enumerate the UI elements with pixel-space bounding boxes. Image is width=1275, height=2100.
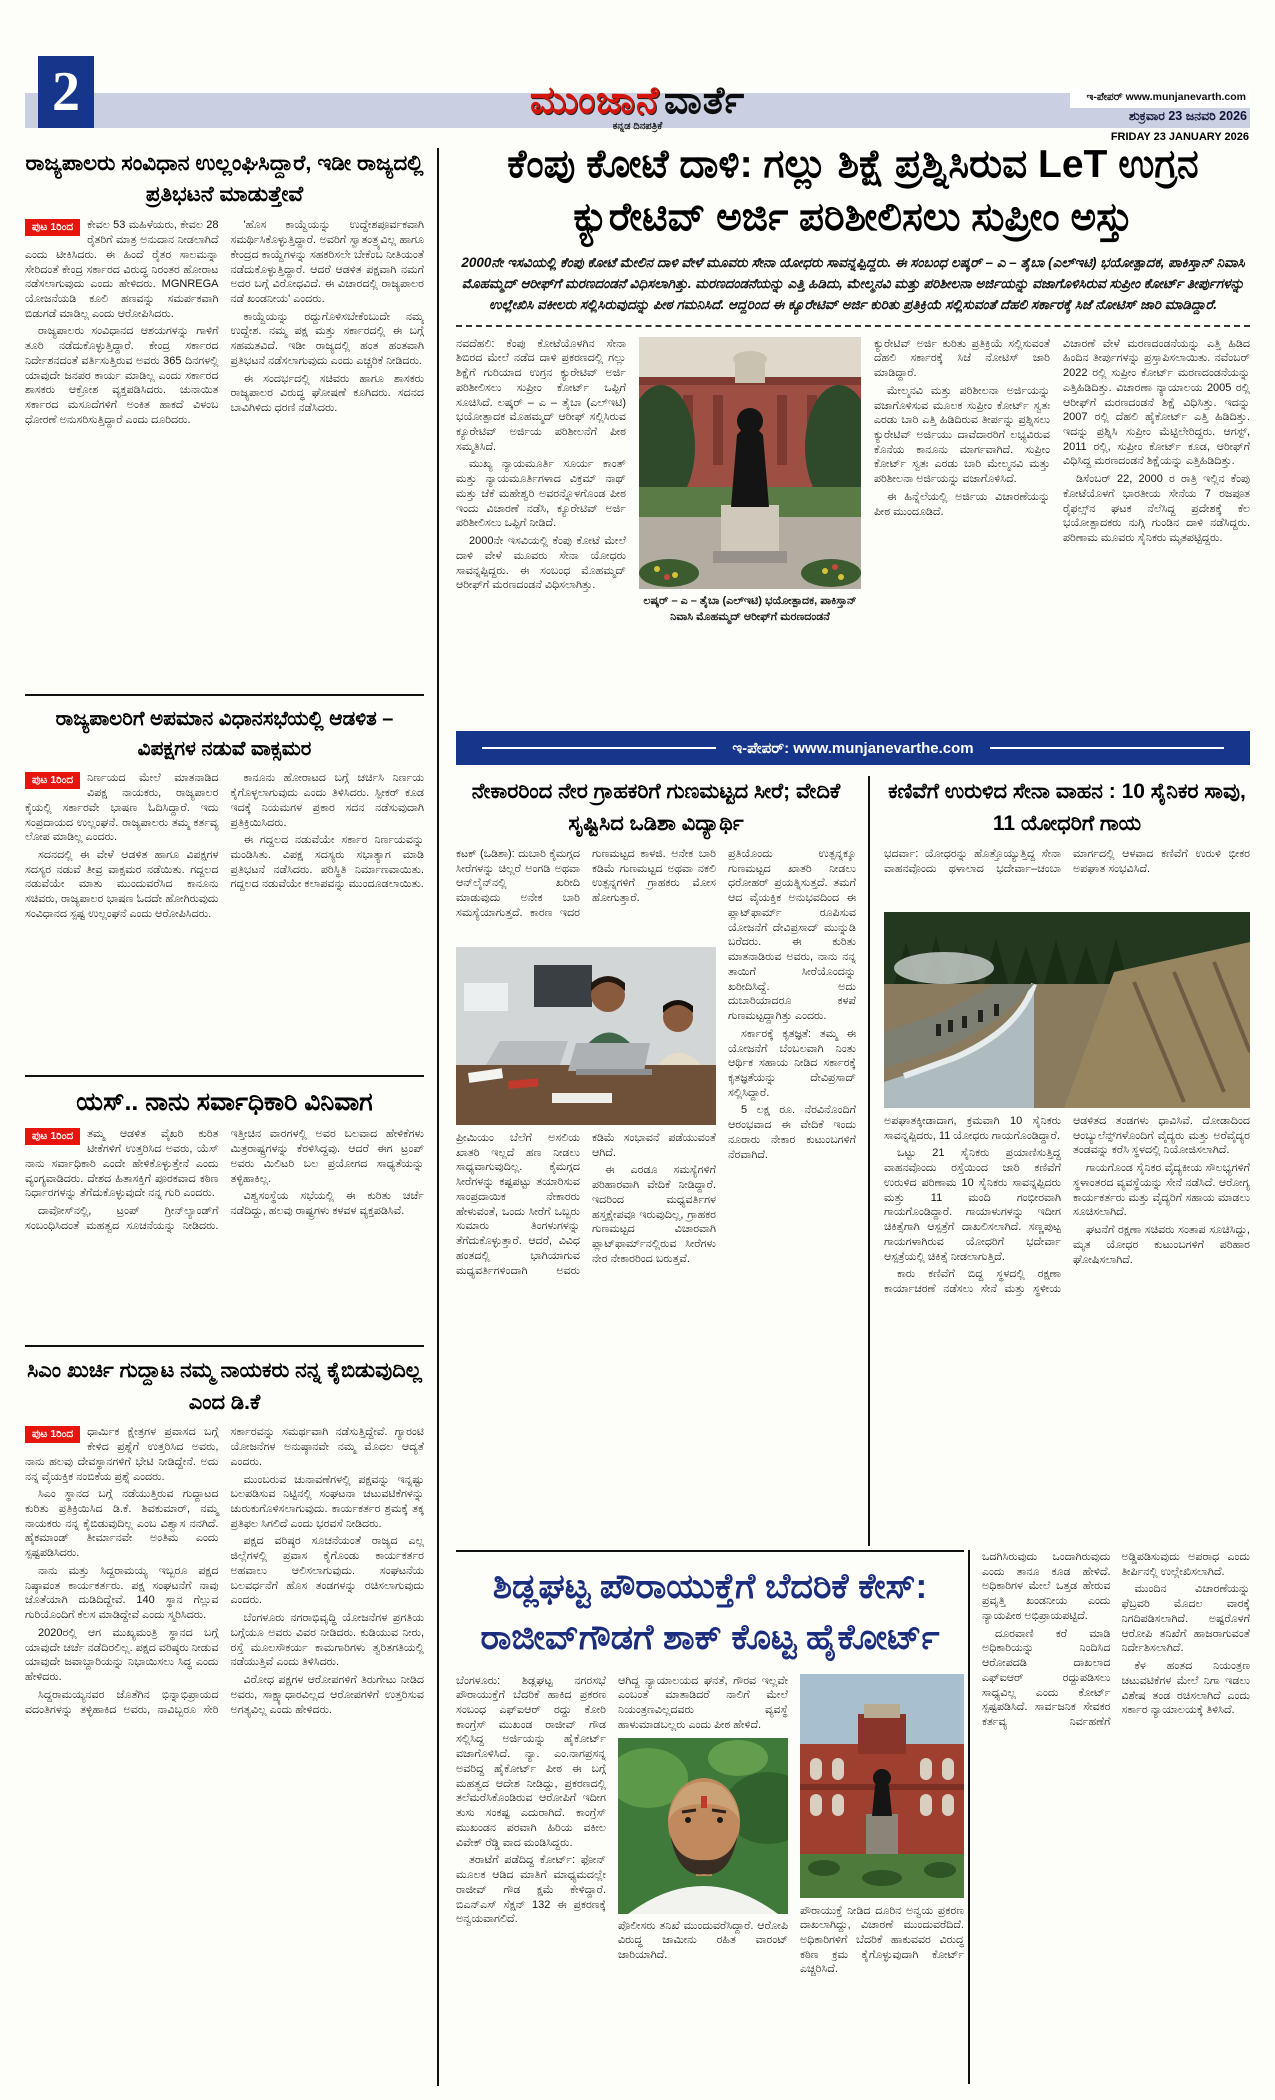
article-body: ಪುಟ 1ರಿಂದ ಕೇವಲ 53 ಮಹಿಳೆಯರು, ಕೇವಲ 28 ರೈತರಿಗೆ ಮಾತ್ರ ಅನುದಾನ ನೀಡಲಾಗಿದೆ ಎಂದು ಟೀಕಿಸಿದರು. ಈ ಹಿಂದೆ ರೈತರ ಸಾಲಮನ್ನಾ ಸೇರಿದಂತೆ ಕೇಂದ್ರ ಸರ್ಕಾರದ ವಿರುದ್ಧ ನಿರಂತರ ಹೋರಾಟ ನಡೆಸಲಾಗುವುದು ಎಂದು ಹೇಳಿದರು. MGNREGA ಯೋಜನೆಯಡಿ ಕೂಲಿ ಹಣವನ್ನು ಸಮರ್ಪಕವಾಗಿ ಬಿಡುಗಡೆ ಮಾಡಿಲ್ಲ ಎಂದು ಆರೋಪಿಸಿದರು. ರಾಜ್ಯಪಾಲರು ಸಂವಿಧಾನದ ಆಶಯಗಳನ್ನು ಗಾಳಿಗೆ ತೂರಿ ನಡೆದುಕೊಳ್ಳುತ್ತಿದ್ದಾರೆ. ಕೇಂದ್ರ ಸರ್ಕಾರದ ನಿರ್ದೇಶನದಂತೆ ವರ್ತಿಸುತ್ತಿರುವ ಅವರು 365 ದಿನಗಳಲ್ಲಿ ಯಾವುದೇ ಜನಪರ ಕಾರ್ಯ ಮಾಡಿಲ್ಲ ಎಂದು ಸರ್ಕಾರದ ಶಾಸಕರು ಆಕ್ರೋಶ ವ್ಯಕ್ತಪಡಿಸಿದರು. ಚುನಾಯಿತ ಸರ್ಕಾರದ ಮಸೂದೆಗಳಿಗೆ ಅಂಕಿತ ಹಾಕದೆ ವಿಳಂಬ ಧೋರಣೆ ಅನುಸರಿಸುತ್ತಿದ್ದಾರೆ ಎಂದು ದೂರಿದರು. 'ಹೊಸ ಕಾಯ್ದೆಯನ್ನು ಉದ್ದೇಶಪೂರ್ವಕವಾಗಿ ಸಮರ್ಥಿಸಿಕೊಳ್ಳುತ್ತಿದ್ದಾರೆ. ಅವರಿಗೆ ಸ್ವಾತಂತ್ರ್ಯವಿಲ್ಲ ಹಾಗೂ ಕೇಂದ್ರದ ಕಾಯ್ದೆಗಳನ್ನು ಸಹಕರಿಸಲೇ ಬೇಕೆಂಬ ನೀತಿಯಂತೆ ನಡೆದುಕೊಳ್ಳುತ್ತಿದ್ದಾರೆ. ಆದರೆ ಆಡಳಿತ ಪಕ್ಷವಾಗಿ ನಮಗೆ ಅದರ ಬಗ್ಗೆ ವಿರೋಧವಿದೆ. ಈ ವಿಚಾರದಲ್ಲಿ ರಾಜ್ಯಪಾಲರ ನಡೆ ಖಂಡನೀಯ' ಎಂದರು. ಕಾಯ್ದೆಯನ್ನು ರದ್ದುಗೊಳಿಸಬೇಕೆಂಬುದೇ ನಮ್ಮ ಉದ್ದೇಶ. ನಮ್ಮ ಪಕ್ಷ ಮತ್ತು ಸರ್ಕಾರದಲ್ಲಿ ಈ ಬಗ್ಗೆ ಸಹಮತವಿದೆ. ಇಡೀ ರಾಜ್ಯದಲ್ಲಿ ಹಂತ ಹಂತವಾಗಿ ಪ್ರತಿಭಟನೆ ನಡೆಸಲಾಗುವುದು ಎಂದು ಎಚ್ಚರಿಕೆ ನೀಡಿದರು. ಈ ಸಂದರ್ಭದಲ್ಲಿ ಸಚಿವರು ಹಾಗೂ ಶಾಸಕರು ರಾಜ್ಯಪಾಲರ ವಿರುದ್ಧ ಘೋಷಣೆ ಕೂಗಿದರು. ಸದನದ ಬಾವಿಗಿಳಿದು ಧರಣಿ ನಡೆಸಿದರು. — [25, 219, 424, 426]
masthead-title-red: ಮುಂಜಾನೆ — [529, 80, 660, 122]
divider — [25, 1345, 424, 1347]
highcourt-col3-text: ಪೌರಾಯುಕ್ತೆ ನೀಡಿದ ದೂರಿನ ಅನ್ವಯ ಪ್ರಕರಣ ದಾಖಲಾಗಿದ್ದು, ವಿಚಾರಣೆ ಮುಂದುವರೆದಿದೆ. ಅಧಿಕಾರಿಗಳಿಗೆ ಬೆದರಿಕೆ ಹಾಕುವವರ ವಿರುದ್ಧ ಕಠಿಣ ಕ್ರಮ ಕೈಗೊಳ್ಳುವುದಾಗಿ ಕೋರ್ಟ್ ಎಚ್ಚರಿಸಿದೆ. — [800, 1904, 964, 1976]
highcourt-building-photo — [800, 1674, 964, 1898]
weaver-body: ಪ್ರೀಮಿಯಂ ಬೆಲೆಗೆ ಅಸಲಿಯ ಖಾತರಿ ಇಲ್ಲದೆ ಹಣ ನೀಡಲು ಸಾಧ್ಯವಾಗುವುದಿಲ್ಲ. ಕೈಮಗ್ಗದ ಸೀರೆಗಳನ್ನು ಕಷ್ಟಪಟ್ಟು ತಯಾರಿಸುವ ಸಾಂಪ್ರದಾಯಿಕ ನೇಕಾರರು ಹೇಳುವಂತೆ, ಒಂದು ಸೀರೆಗೆ ಒಬ್ಬರು ಸುಮಾರು ತಿಂಗಳುಗಳನ್ನು ತೆಗೆದುಕೊಳ್ಳುತ್ತಾರೆ. ಆದರೆ, ವಿವಿಧ ಹಂತದಲ್ಲಿ ಭಾಗಿಯಾಗುವ ಮಧ್ಯವರ್ತಿಗಳಿಂದಾಗಿ ಅವರು ಕಡಿಮೆ ಸಂಭಾವನೆ ಪಡೆಯುವಂತೆ ಆಗಿದೆ. ಈ ಎರಡೂ ಸಮಸ್ಯೆಗಳಿಗೆ ಪರಿಹಾರವಾಗಿ ವೇದಿಕೆ ನೀಡಿದ್ದಾರೆ. ಇದರಿಂದ ಮಧ್ಯವರ್ತಿಗಳ ಹಸ್ತಕ್ಷೇಪವೂ ಇರುವುದಿಲ್ಲ, ಗ್ರಾಹಕರ ಗುಣಮಟ್ಟದ ವಿಚಾರವಾಗಿ ಪ್ಲಾಟ್‌ಫಾರ್ಮ್‌ನಲ್ಲಿರುವ ಸೀರೆಗಳು ನೇರ ನೇಕಾರರಿಂದ ಬರುತ್ತವೆ. — [456, 1132, 716, 1277]
article-body: ಪುಟ 1ರಿಂದ ನಿರ್ಣಯದ ಮೇಲೆ ಮಾತನಾಡಿದ ವಿಪಕ್ಷ ನಾಯಕರು, ರಾಜ್ಯಪಾಲರ ಕೈಯಲ್ಲಿ ಸರ್ಕಾರವೇ ಭಾಷಣ ಓದಿಸಿದ್ದಾರೆ. ಇದು ಸಂಪ್ರದಾಯದ ಉಲ್ಲಂಘನೆ. ರಾಜ್ಯಪಾಲರು ತಮ್ಮ ಕರ್ತವ್ಯ ಲೋಪ ಮಾಡಿಲ್ಲ ಎಂದರು. ಸದನದಲ್ಲಿ ಈ ವೇಳೆ ಆಡಳಿತ ಹಾಗೂ ವಿಪಕ್ಷಗಳ ಸದಸ್ಯರ ನಡುವೆ ತೀವ್ರ ವಾಕ್ಸಮರ ನಡೆಯಿತು. ಗದ್ದಲದ ನಡುವೆಯೇ ಮಾತು ಮುಂದುವರೆಸಿದ ಕಾನೂನು ಸಚಿವರು, ರಾಜ್ಯಪಾಲರ ಭಾಷಣ ಓದದೇ ಹೋಗಿರುವುದು ಸಂವಿಧಾನದ ಸ್ಪಷ್ಟ ಉಲ್ಲಂಘನೆ ಎಂದು ಆರೋಪಿಸಿದರು. ಕಾನೂನು ಹೋರಾಟದ ಬಗ್ಗೆ ಚರ್ಚಿಸಿ ನಿರ್ಣಯ ಕೈಗೊಳ್ಳಲಾಗುವುದು ಎಂದು ತಿಳಿಸಿದರು. ಸ್ಪೀಕರ್ ಕೂಡ ಇದಕ್ಕೆ ನಿಯಮಗಳ ಪ್ರಕಾರ ಸದನ ನಡೆಸುವುದಾಗಿ ಪ್ರತಿಕ್ರಿಯಿಸಿದರು. ಈ ಗದ್ದಲದ ನಡುವೆಯೇ ಸರ್ಕಾರ ನಿರ್ಣಯವನ್ನು ಮಂಡಿಸಿತು. ವಿಪಕ್ಷ ಸದಸ್ಯರು ಸಭಾತ್ಯಾಗ ಮಾಡಿ ಪ್ರತಿಭಟನೆ ನಡೆಸಿದರು. ಪರಿಸ್ಥಿತಿ ನಿರ್ಮಾಣವಾಯಿತು. ಗದ್ದಲದ ನಡುವೆಯೇ ಕಲಾಪವನ್ನು ಮುಂದೂಡಲಾಯಿತು. — [25, 772, 424, 920]
highcourt-col2-bottom: ಪೊಲೀಸರು ತನಿಖೆ ಮುಂದುವರೆಸಿದ್ದಾರೆ. ಆರೋಪಿ ವಿರುದ್ಧ ಜಾಮೀನು ರಹಿತ ವಾರಂಟ್ ಜಾರಿಯಾಗಿದೆ. — [618, 1919, 788, 1961]
dashed-divider — [456, 325, 1250, 327]
highcourt-body-col1: ಬೆಂಗಳೂರು: ಶಿಡ್ಲಘಟ್ಟ ನಗರಸಭೆ ಪೌರಾಯುಕ್ತೆಗೆ ಬೆದರಿಕೆ ಹಾಕಿದ ಪ್ರಕರಣ ಸಂಬಂಧ ಎಫ್‌ಐಆರ್ ರದ್ದು ಕೋರಿ ಕಾಂಗ್ರೆಸ್ ಮುಖಂಡ ರಾಜೀವ್ ಗೌಡ ಸಲ್ಲಿಸಿದ್ದ ಅರ್ಜಿಯನ್ನು ಹೈಕೋರ್ಟ್ ವಜಾಗೊಳಿಸಿದೆ. ನ್ಯಾ. ಎಂ.ನಾಗಪ್ರಸನ್ನ ಅವರಿದ್ದ ಹೈಕೋರ್ಟ್ ಪೀಠ ಈ ಬಗ್ಗೆ ಮಹತ್ವದ ಆದೇಶ ನೀಡಿದ್ದು, ಪ್ರಕರಣದಲ್ಲಿ ತಲೆಮರೆಸಿಕೊಂಡಿರುವ ಆರೋಪಿಗೆ ಇದೀಗ ತುಸು ಸಂಕಷ್ಟ ಎದುರಾಗಿದೆ. ಕಾಂಗ್ರೆಸ್ ಮುಖಂಡನ ಪರವಾಗಿ ಹಿರಿಯ ವಕೀಲ ವಿವೇಕ್ ರೆಡ್ಡಿ ವಾದ ಮಂಡಿಸಿದ್ದರು. ತರಾಟೆಗೆ ಪಡೆದಿದ್ದ ಕೋರ್ಟ್: ಫೋನ್ ಮೂಲಕ ಆಡಿದ ಮಾತಿಗೆ ಮಾಧ್ಯಮದಲ್ಲೇ ರಾಜೀವ್ ಗೌಡ ಕ್ಷಮೆ ಕೇಳಿದ್ದಾರೆ. ಬಿಎನ್‌ಎಸ್ ಸೆಕ್ಷನ್ 132 ಈ ಪ್ರಕರಣಕ್ಕೆ ಅನ್ವಯವಾಗಲಿದೆ. — [456, 1674, 606, 1926]
date-kannada: ಶುಕ್ರವಾರ 23 ಜನವರಿ 2026 — [1128, 109, 1247, 123]
article-headline: ರಾಜ್ಯಪಾಲರಿಗೆ ಅಪಮಾನ ವಿಧಾನಸಭೆಯಲ್ಲಿ ಆಡಳಿತ – ವಿಪಕ್ಷಗಳ ನಡುವೆ ವಾಕ್ಸಮರ — [55, 708, 394, 761]
from-page-1-tag: ಪುಟ 1ರಿಂದ — [25, 1128, 80, 1145]
lead-article — [456, 138, 1250, 689]
lead-body-col3: ವಿಚಾರಣೆ ವೇಳೆ ಮರಣದಂಡನೆಯನ್ನು ಎತ್ತಿ ಹಿಡಿದ ಹಿಂದಿನ ತೀರ್ಪುಗಳನ್ನು ಪ್ರಸ್ತಾಪಿಸಲಾಯಿತು. ನವೆಂಬರ್ 2022 ರಲ್ಲಿ ಸುಪ್ರೀಂ ಕೋರ್ಟ್ ಮರಣದಂಡನೆಯನ್ನು ಎತ್ತಿಹಿಡಿದಿತ್ತು. ವಿಚಾರಣಾ ನ್ಯಾಯಾಲಯ 2005 ರಲ್ಲಿ ಆರೀಫ್‌ಗೆ ಮರಣದಂಡನೆ ಶಿಕ್ಷೆ ವಿಧಿಸಿತ್ತು. ಇದನ್ನು 2007 ರಲ್ಲಿ ದೆಹಲಿ ಹೈಕೋರ್ಟ್ ಎತ್ತಿ ಹಿಡಿದಿತ್ತು. ಇದನ್ನು ಪ್ರಶ್ನಿಸಿ ಸುಪ್ರೀಂ ಮೆಟ್ಟಿಲೇರಿದ್ದರು. ಆಗಸ್ಟ್, 2011 ರಲ್ಲಿ, ಸುಪ್ರೀಂ ಕೋರ್ಟ್ ಕೂಡ, ಆರೀಫ್‌ಗೆ ವಿಧಿಸಿದ್ದ ಮರಣದಂಡನೆ ಶಿಕ್ಷೆಯನ್ನು ಎತ್ತಿಹಿಡಿದಿತ್ತು. ಡಿಸೆಂಬರ್ 22, 2000 ರ ರಾತ್ರಿ ಇಲ್ಲಿನ ಕೆಂಪು ಕೋಟೆಯೊಳಗೆ ಭಾರತೀಯ ಸೇನೆಯ 7 ರಜಪೂತ ರೈಫಲ್ಸ್‌ನ ಘಟಕ ನೆಲೆಸಿದ್ದ ಪ್ರದೇಶಕ್ಕೆ ಕೆಲ ಭಯೋತ್ಪಾದಕರು ನುಗ್ಗಿ ಗುಂಡಿನ ದಾಳಿ ನಡೆಸಿದ್ದರು. ಪರಿಣಾಮ ಮೂವರು ಸೈನಿಕರು ಮೃತಪಟ್ಟಿದ್ದರು. — [1063, 337, 1250, 545]
epaper-banner[interactable] — [456, 731, 1250, 765]
article-headline: ಸಿಎಂ ಖುರ್ಚಿ ಗುದ್ದಾಟ ನಮ್ಮ ನಾಯಕರು ನನ್ನ ಕೈಬಿಡುವುದಿಲ್ಲ ಎಂದ ಡಿ.ಕೆ — [27, 1359, 422, 1414]
masthead-tagline: ಕನ್ನಡ ದಿನಪತ್ರಿಕೆ — [612, 121, 663, 132]
weaver-article — [456, 776, 856, 1553]
highcourt-right-columns: ಒದಗಿಸಿರುವುದು ಒಂದಾಗಿರುವುದು ಎಂದು ತಾನೂ ಕೂಡ ಹೇಳಿದೆ. ಅಧಿಕಾರಿಗಳ ಮೇಲೆ ಒತ್ತಡ ಹೇರುವ ಪ್ರವೃತ್ತಿ ಖಂಡನೀಯ ಎಂದು ನ್ಯಾಯಪೀಠ ಅಭಿಪ್ರಾಯಪಟ್ಟಿದೆ. ದೂರವಾಣಿ ಕರೆ ಮಾಡಿ ಅಧಿಕಾರಿಯನ್ನು ನಿಂದಿಸಿದ ಆರೋಪದಡಿ ದಾಖಲಾದ ಎಫ್‌ಐಆರ್ ರದ್ದುಪಡಿಸಲು ಸಾಧ್ಯವಿಲ್ಲ ಎಂದು ಕೋರ್ಟ್ ಸ್ಪಷ್ಟಪಡಿಸಿದೆ. ಸಾರ್ವಜನಿಕ ಸೇವಕರ ಕರ್ತವ್ಯ ನಿರ್ವಹಣೆಗೆ ಅಡ್ಡಿಪಡಿಸುವುದು ಅಪರಾಧ ಎಂದು ತೀರ್ಪಿನಲ್ಲಿ ಉಲ್ಲೇಖಿಸಲಾಗಿದೆ. ಮುಂದಿನ ವಿಚಾರಣೆಯನ್ನು ಫೆಬ್ರವರಿ ಮೊದಲ ವಾರಕ್ಕೆ ನಿಗದಿಪಡಿಸಲಾಗಿದೆ. ಅಷ್ಟರೊಳಗೆ ಆರೋಪಿ ತನಿಖೆಗೆ ಹಾಜರಾಗುವಂತೆ ನಿರ್ದೇಶಿಸಲಾಗಿದೆ. ಕೆಳ ಹಂತದ ನಿಯಂತ್ರಣ ಚಟುವಟಿಕೆಗಳ ಮೇಲೆ ನಿಗಾ ಇಡಲು ವಿಶೇಷ ತಂಡ ರಚಿಸಲಾಗಿದೆ ಎಂದು ಸರ್ಕಾರ ನ್ಯಾಯಾಲಯಕ್ಕೆ ತಿಳಿಸಿದೆ. — [968, 1550, 1250, 2084]
army-article — [868, 776, 1250, 1546]
article-body: ಪುಟ 1ರಿಂದ ತಮ್ಮ ಆಡಳಿತ ವೈಖರಿ ಕುರಿತ ಟೀಕೆಗಳಿಗೆ ಉತ್ತರಿಸಿದ ಅವರು, ಯೆಸ್ ನಾನು ಸರ್ವಾಧಿಕಾರಿ ಎಂದೇ ಹೇಳಿಕೊಳ್ಳುತ್ತೇನೆ ಎಂದು ವ್ಯಂಗ್ಯವಾಡಿದರು. ದೇಶದ ಹಿತಾಸಕ್ತಿಗೆ ಪೂರಕವಾದ ಕಠಿಣ ನಿರ್ಧಾರಗಳನ್ನು ತೆಗೆದುಕೊಳ್ಳುವುದೇ ನನ್ನ ಗುರಿ ಎಂದರು. ದಾವೋಸ್‌ನಲ್ಲಿ, ಟ್ರಂಪ್ ಗ್ರೀನ್‌ಲ್ಯಾಂಡ್‌ಗೆ ಸಂಬಂಧಿಸಿದಂತೆ ಮಹತ್ವದ ಸೂಚನೆಯನ್ನು ನೀಡಿದರು. ಇತ್ತೀಚಿನ ವಾರಗಳಲ್ಲಿ ಅವರ ಬಲವಾದ ಹೇಳಿಕೆಗಳು ಮಿತ್ರರಾಷ್ಟ್ರಗಳನ್ನು ಕೆರಳಿಸಿದ್ದವು. ಆದರೆ ಈಗ ಟ್ರಂಪ್ ಅವರು ಮಿಲಿಟರಿ ಬಲ ಪ್ರಯೋಗದ ಸಾಧ್ಯತೆಯನ್ನು ತಳ್ಳಿಹಾಕಿಲ್ಲ. ವಿಶ್ವಸಂಸ್ಥೆಯ ಸಭೆಯಲ್ಲಿ ಈ ಕುರಿತು ಚರ್ಚೆ ನಡೆದಿದ್ದು, ಹಲವು ರಾಷ್ಟ್ರಗಳು ಕಳವಳ ವ್ಯಕ್ತಪಡಿಸಿವೆ. — [25, 1128, 424, 1232]
weaver-right-column: ಪ್ರತಿಯೊಂದು ಉತ್ಪನ್ನಕ್ಕೂ ಗುಣಮಟ್ಟದ ಖಾತರಿ ನೀಡಲು ಧರೋಹರ್ ಪ್ರಯತ್ನಿಸುತ್ತದೆ. ತಮಗೆ ಆದ ವೈಯಕ್ತಿಕ ಅನುಭವದಿಂದ ಈ ಪ್ಲಾಟ್‌ಫಾರ್ಮ್ ರೂಪಿಸುವ ಯೋಜನೆಗೆ ದೇವಿಪ್ರಸಾದ್ ಮುನ್ನುಡಿ ಬರೆದರು. ಈ ಕುರಿತು ಮಾತನಾಡಿರುವ ಅವರು, ನಾನು ನನ್ನ ತಾಯಿಗೆ ಸೀರೆಯೊಂದನ್ನು ಖರೀದಿಸಿದ್ದೆ. ಅದು ದುಬಾರಿಯಾದರೂ ಕಳಪೆ ಗುಣಮಟ್ಟದ್ದಾಗಿತ್ತು ಎಂದರು. ಸರ್ಕಾರಕ್ಕೆ ಕೃತಜ್ಞತೆ: ತಮ್ಮ ಈ ಯೋಜನೆಗೆ ಬೆಂಬಲವಾಗಿ ನಿಂತು ಆರ್ಥಿಕ ಸಹಾಯ ನೀಡಿದ ಸರ್ಕಾರಕ್ಕೆ ಕೃತಜ್ಞತೆಯನ್ನು ದೇವಿಪ್ರಸಾದ್ ಸಲ್ಲಿಸಿದ್ದಾರೆ. 5 ಲಕ್ಷ ರೂ. ನೆರವಿನೊಂದಿಗೆ ಆರಂಭವಾದ ಈ ವೇದಿಕೆ ಇಂದು ನೂರಾರು ನೇಕಾರ ಕುಟುಂಬಗಳಿಗೆ ನೆರವಾಗಿದೆ. — [728, 848, 856, 1161]
highcourt-body-col3 — [800, 1674, 964, 2082]
article-assembly-wordwar — [25, 704, 424, 1067]
supreme-court-photo — [639, 337, 861, 589]
epaper-link[interactable]: ಇ-ಪೇಪರ್ www.munjanevarth.com — [1070, 87, 1250, 108]
from-page-1-tag: ಪುಟ 1ರಿಂದ — [25, 772, 80, 789]
lead-body-col2: ಕ್ಯುರೇಟಿವ್ ಅರ್ಜಿ ಕುರಿತು ಪ್ರತಿಕ್ರಿಯೆ ಸಲ್ಲಿಸುವಂತೆ ದೆಹಲಿ ಸರ್ಕಾರಕ್ಕೆ ಸಿಜೆ ನೋಟಿಸ್ ಜಾರಿ ಮಾಡಿದ್ದಾರೆ. ಮೇಲ್ಮನವಿ ಮತ್ತು ಪರಿಶೀಲನಾ ಅರ್ಜಿಯನ್ನು ವಜಾಗೊಳಿಸುವ ಮೂಲಕ ಸುಪ್ರೀಂ ಕೋರ್ಟ್ ಸ್ವತಃ ಎರಡು ಬಾರಿ ಎತ್ತಿ ಹಿಡಿದಿರುವ ತೀರ್ಪನ್ನು ಪ್ರಶ್ನಿಸಲು ಕ್ಯುರೇಟಿವ್ ಅರ್ಜಿಯು ದಾವೆದಾರರಿಗೆ ಲಭ್ಯವಿರುವ ಕೊನೆಯ ಕಾನೂನು ಮಾರ್ಗವಾಗಿದೆ. ಸುಪ್ರೀಂ ಕೋರ್ಟ್ ಸ್ವತಃ ಎರಡು ಬಾರಿ ಮೇಲ್ಮನವಿ ಮತ್ತು ಪರಿಶೀಲನಾ ಅರ್ಜಿಯನ್ನು ವಜಾಗೊಳಿಸಿದೆ. ಈ ಹಿನ್ನೆಲೆಯಲ್ಲಿ ಅರ್ಜಿಯ ವಿಚಾರಣೆಯನ್ನು ಪೀಠ ಮುಂದೂಡಿದೆ. — [874, 337, 1050, 518]
highcourt-body-col2 — [618, 1674, 788, 2082]
weaver-headline: ನೇಕಾರರಿಂದ ನೇರ ಗ್ರಾಹಕರಿಗೆ ಗುಣಮಟ್ಟದ ಸೀರೆ; ವೇದಿಕೆ ಸೃಷ್ಟಿಸಿದ ಒಡಿಶಾ ವಿದ್ಯಾರ್ಥಿ — [471, 780, 841, 835]
article-headline: ರಾಜ್ಯಪಾಲರು ಸಂವಿಧಾನ ಉಲ್ಲಂಘಿಸಿದ್ದಾರೆ, ಇಡೀ ರಾಜ್ಯದಲ್ಲಿ ಪ್ರತಿಭಟನೆ ಮಾಡುತ್ತೇವೆ — [25, 151, 424, 207]
army-headline: ಕಣಿವೆಗೆ ಉರುಳಿದ ಸೇನಾ ವಾಹನ : 10 ಸೈನಿಕರ ಸಾವು, 11 ಯೋಧರಿಗೆ ಗಾಯ — [888, 780, 1246, 835]
valley-accident-photo — [884, 912, 1250, 1108]
highcourt-headline: ಶಿಡ್ಲಘಟ್ಟ ಪೌರಾಯುಕ್ತೆಗೆ ಬೆದರಿಕೆ ಕೇಸ್: ರಾಜೀವ್‌ಗೌಡಗೆ ಶಾಕ್ ಕೊಟ್ಟ ಹೈಕೋರ್ಟ್ — [480, 1567, 940, 1657]
lead-body-col1: ನವದೆಹಲಿ: ಕೆಂಪು ಕೋಟೆಯೊಳಗಿನ ಸೇನಾ ಶಿಬಿರದ ಮೇಲೆ ನಡೆದ ದಾಳಿ ಪ್ರಕರಣದಲ್ಲಿ ಗಲ್ಲು ಶಿಕ್ಷೆಗೆ ಗುರಿಯಾದ ಉಗ್ರನ ಕ್ಯುರೇಟಿವ್ ಅರ್ಜಿ ಪರಿಶೀಲಿಸಲು ಸುಪ್ರೀಂ ಕೋರ್ಟ್ ಒಪ್ಪಿಗೆ ಸೂಚಿಸಿದೆ. ಲಷ್ಕರ್ – ಎ – ತೈಬಾ (ಎಲ್‌ಇಟಿ) ಭಯೋತ್ಪಾದಕ ಮೊಹಮ್ಮದ್ ಆರೀಫ್ ಸಲ್ಲಿಸಿರುವ ಕ್ಯೂರೇಟಿವ್ ಅರ್ಜಿಯ ಪರಿಶೀಲನೆಗೆ ಪೀಠ ಸಮ್ಮತಿಸಿದೆ. ಮುಖ್ಯ ನ್ಯಾಯಮೂರ್ತಿ ಸೂರ್ಯ ಕಾಂತ್ ಮತ್ತು ನ್ಯಾಯಮೂರ್ತಿಗಳಾದ ವಿಕ್ರಮ್ ನಾಥ್ ಮತ್ತು ಜೆಕೆ ಮಹೇಶ್ವರಿ ಅವರನ್ನೊಳಗೊಂಡ ಪೀಠ ಇಂದು ವಿಚಾರಣೆ ನಡೆಸಿ, ಕ್ಯೂರೇಟಿವ್ ಅರ್ಜಿ ಪರಿಶೀಲಿಸಲು ಒಪ್ಪಿಗೆ ನೀಡಿದೆ. 2000ನೇ ಇಸವಿಯಲ್ಲಿ ಕೆಂಪು ಕೋಟೆ ಮೇಲೆ ದಾಳಿ ವೇಳೆ ಮೂವರು ಸೇನಾ ಯೋಧರು ಸಾವನ್ನಪ್ಪಿದ್ದರು. ಈ ಸಂಬಂಧ ಮೊಹಮ್ಮದ್ ಆರೀಫ್‌ಗೆ ಮರಣದಂಡನೆ ವಿಧಿಸಲಾಗಿತ್ತು. — [456, 337, 626, 592]
article-cm-chair — [25, 1355, 424, 2065]
lead-headline: ಕೆಂಪು ಕೋಟೆ ದಾಳಿ: ಗಲ್ಲು ಶಿಕ್ಷೆ ಪ್ರಶ್ನಿಸಿರುವ LeT ಉಗ್ರನ ಕ್ಯುರೇಟಿವ್ ಅರ್ಜಿ ಪರಿಶೀಲಿಸಲು ಸುಪ್ರೀಂ ಅಸ್ತು — [507, 143, 1199, 240]
epaper-banner-text[interactable]: ಇ-ಪೇಪರ್: www.munjanevarthe.com — [732, 739, 974, 757]
weaver-intro: ಕಟಕ್ (ಒಡಿಶಾ): ದುಬಾರಿ ಕೈಮಗ್ಗದ ಸೀರೆಗಳನ್ನು ಚಿಲ್ಲರೆ ಅಂಗಡಿ ಅಥವಾ ಆನ್‌ಲೈನ್‌ನಲ್ಲಿ ಖರೀದಿ ಮಾಡುವುದು ಅನೇಕ ಬಾರಿ ಸಮಸ್ಯೆಯಾಗುತ್ತದೆ. ಕಾರಣ ಇದರ ಗುಣಮಟ್ಟದ ಕಾಳಜಿ. ಅನೇಕ ಬಾರಿ ಕಡಿಮೆ ಗುಣಮಟ್ಟದ ಅಥವಾ ನಕಲಿ ಉತ್ಪನ್ನಗಳಿಗೆ ಗ್ರಾಹಕರು ಮೋಸ ಹೋಗುತ್ತಾರೆ. — [456, 848, 716, 919]
date-english: FRIDAY 23 JANUARY 2026 — [1110, 131, 1249, 143]
left-column — [25, 148, 439, 2086]
article-governor-protest — [25, 148, 424, 686]
page-number: 2 — [38, 56, 94, 128]
article-dictator-quote — [25, 1085, 424, 1337]
lead-photo-caption: ಲಷ್ಕರ್ – ಎ – ತೈಬಾ (ಎಲ್‌ಇಟಿ) ಭಯೋತ್ಪಾದಕ, ಪಾಕಿಸ್ತಾನ್ ನಿವಾಸಿ ಮೊಹಮ್ಮದ್ ಆರೀಫ್‌ಗೆ ಮರಣದಂಡನೆ — [643, 594, 857, 623]
weaver-students-photo — [456, 947, 716, 1125]
lead-photo-block — [639, 337, 861, 689]
lead-subhead: 2000ನೇ ಇಸವಿಯಲ್ಲಿ ಕೆಂಪು ಕೋಟೆ ಮೇಲಿನ ದಾಳಿ ವೇಳೆ ಮೂವರು ಸೇನಾ ಯೋಧರು ಸಾವನ್ನಪ್ಪಿದ್ದರು. ಈ ಸಂಬಂಧ ಲಷ್ಕರ್ – ಎ – ತೈಬಾ (ಎಲ್‌ಇಟಿ) ಭಯೋತ್ಪಾದಕ, ಪಾಕಿಸ್ತಾನ್ ನಿವಾಸಿ ಮೊಹಮ್ಮದ್ ಆರೀಫ್‌ಗೆ ಮರಣದಂಡನೆ ವಿಧಿಸಲಾಗಿತ್ತು. ಮರಣದಂಡನೆಯನ್ನು ಎತ್ತಿ ಹಿಡಿದು, ಮೇಲ್ಮನವಿ ಮತ್ತು ಪರಿಶೀಲನಾ ಅರ್ಜಿಯನ್ನು ವಜಾಗೊಳಿಸಿರುವ ಸುಪ್ರೀಂ ಕೋರ್ಟ್ ತೀರ್ಪುಗಳನ್ನು ಉಲ್ಲೇಖಿಸಿ ವಕೀಲರು ಸಲ್ಲಿಸಿರುವುದನ್ನು ಪೀಠ ಗಮನಿಸಿದೆ. ಆದ್ದರಿಂದ ಈ ಕ್ಯೂರೇಟಿವ್ ಅರ್ಜಿ ಕುರಿತು ಪ್ರತಿಕ್ರಿಯೆ ಸಲ್ಲಿಸುವಂತೆ ದೆಹಲಿ ಸರ್ಕಾರಕ್ಕೆ ಸಿಜೆ ನೋಟಿಸ್ ಜಾರಿ ಮಾಡಿದ್ದಾರೆ. — [461, 254, 1245, 312]
article-body: ಪುಟ 1ರಿಂದ ಧಾರ್ಮಿಕ ಕ್ಷೇತ್ರಗಳ ಪ್ರವಾಸದ ಬಗ್ಗೆ ಕೇಳಿದ ಪ್ರಶ್ನೆಗೆ ಉತ್ತರಿಸಿದ ಅವರು, ನಾನು ಹಲವು ದೇವಸ್ಥಾನಗಳಿಗೆ ಭೇಟಿ ನೀಡಿದ್ದೇನೆ. ಅದು ನನ್ನ ವೈಯಕ್ತಿಕ ನಂಬಿಕೆಯ ಪ್ರಶ್ನೆ ಎಂದರು. ಸಿಎಂ ಸ್ಥಾನದ ಬಗ್ಗೆ ನಡೆಯುತ್ತಿರುವ ಗುದ್ದಾಟದ ಕುರಿತು ಪ್ರತಿಕ್ರಿಯಿಸಿದ ಡಿ.ಕೆ. ಶಿವಕುಮಾರ್, ನಮ್ಮ ನಾಯಕರು ನನ್ನ ಕೈಬಿಡುವುದಿಲ್ಲ ಎಂಬ ವಿಶ್ವಾಸ ನನಗಿದೆ. ಹೈಕಮಾಂಡ್ ತೀರ್ಮಾನವೇ ಅಂತಿಮ ಎಂದು ಸ್ಪಷ್ಟಪಡಿಸಿದರು. ನಾನು ಮತ್ತು ಸಿದ್ದರಾಮಯ್ಯ ಇಬ್ಬರೂ ಪಕ್ಷದ ನಿಷ್ಠಾವಂತ ಕಾರ್ಯಕರ್ತರು. ಪಕ್ಷ ಸಂಘಟನೆಗೆ ನಾವು ಜೊತೆಯಾಗಿ ದುಡಿದಿದ್ದೇವೆ. 140 ಸ್ಥಾನ ಗೆಲ್ಲುವ ಗುರಿಯೊಂದಿಗೆ ಕೆಲಸ ಮಾಡಿದ್ದೇವೆ ಎಂದು ಸ್ಮರಿಸಿದರು. 2020ರಲ್ಲಿ ಆಗ ಮುಖ್ಯಮಂತ್ರಿ ಸ್ಥಾನದ ಬಗ್ಗೆ ಯಾವುದೇ ಚರ್ಚೆ ನಡೆದಿರಲಿಲ್ಲ. ಪಕ್ಷದ ವರಿಷ್ಠರು ನೀಡುವ ಯಾವುದೇ ಜವಾಬ್ದಾರಿಯನ್ನು ನಿಭಾಯಿಸಲು ಸಿದ್ಧ ಎಂದು ಹೇಳಿದರು. ಸಿದ್ದರಾಮಯ್ಯನವರ ಜೊತೆಗಿನ ಭಿನ್ನಾಭಿಪ್ರಾಯದ ವದಂತಿಗಳನ್ನು ತಳ್ಳಿಹಾಕಿದ ಅವರು, ನಾವಿಬ್ಬರೂ ಸೇರಿ ಸರ್ಕಾರವನ್ನು ಸಮರ್ಥವಾಗಿ ನಡೆಸುತ್ತಿದ್ದೇವೆ. ಗ್ಯಾರಂಟಿ ಯೋಜನೆಗಳ ಅನುಷ್ಠಾನವೇ ನಮ್ಮ ಮೊದಲ ಆದ್ಯತೆ ಎಂದರು. ಮುಂಬರುವ ಚುನಾವಣೆಗಳಲ್ಲಿ ಪಕ್ಷವನ್ನು ಇನ್ನಷ್ಟು ಬಲಪಡಿಸುವ ನಿಟ್ಟಿನಲ್ಲಿ ಸಂಘಟನಾ ಚಟುವಟಿಕೆಗಳನ್ನು ಚುರುಕುಗೊಳಿಸಲಾಗುವುದು. ಕಾರ್ಯಕರ್ತರ ಶ್ರಮಕ್ಕೆ ತಕ್ಕ ಪ್ರತಿಫಲ ಸಿಗಲಿದೆ ಎಂದು ಭರವಸೆ ನೀಡಿದರು. ಪಕ್ಷದ ವರಿಷ್ಠರ ಸೂಚನೆಯಂತೆ ರಾಜ್ಯದ ಎಲ್ಲ ಜಿಲ್ಲೆಗಳಲ್ಲಿ ಪ್ರವಾಸ ಕೈಗೊಂಡು ಕಾರ್ಯಕರ್ತರ ಅಹವಾಲು ಆಲಿಸಲಾಗುವುದು. ಸಂಘಟನೆಯ ಬಲವರ್ಧನೆಗೆ ಹೊಸ ತಂಡಗಳನ್ನು ರಚಿಸಲಾಗುವುದು ಎಂದರು. ಬೆಂಗಳೂರು ನಗರಾಭಿವೃದ್ಧಿ ಯೋಜನೆಗಳ ಪ್ರಗತಿಯ ಬಗ್ಗೆಯೂ ಅವರು ವಿವರ ನೀಡಿದರು. ಕುಡಿಯುವ ನೀರು, ರಸ್ತೆ ಮೂಲಸೌಕರ್ಯ ಕಾಮಗಾರಿಗಳು ತ್ವರಿತಗತಿಯಲ್ಲಿ ನಡೆಯುತ್ತಿವೆ ಎಂದು ತಿಳಿಸಿದರು. ವಿರೋಧ ಪಕ್ಷಗಳ ಆರೋಪಗಳಿಗೆ ತಿರುಗೇಟು ನೀಡಿದ ಅವರು, ಸಾಕ್ಷ್ಯಾಧಾರವಿಲ್ಲದ ಆರೋಪಗಳಿಗೆ ಉತ್ತರಿಸುವ ಅಗತ್ಯವಿಲ್ಲ ಎಂದು ಹೇಳಿದರು. — [25, 1426, 424, 1716]
from-page-1-tag: ಪುಟ 1ರಿಂದ — [25, 219, 80, 236]
divider — [25, 694, 424, 696]
highcourt-col2-top: ಆಗಿದ್ದ ನ್ಯಾಯಾಲಯದ ಘನತೆ, ಗೌರವ ಇಲ್ಲವೇ ಎಂಬಂತೆ ಮಾತಾಡಿದರೆ ನಾಲಿಗೆ ಮೇಲೆ ನಿಯಂತ್ರಣವಿಲ್ಲದವರು ವ್ಯವಸ್ಥೆ ಹಾಳುಮಾಡಬಲ್ಲರು ಎಂದು ಪೀಠ ಹೇಳಿದೆ. — [618, 1674, 788, 1731]
army-intro: ಭದರ್ವಾ: ಯೋಧರನ್ನು ಹೊತ್ತೊಯ್ಯುತ್ತಿದ್ದ ಸೇನಾ ವಾಹನವೊಂದು ಥಳಾಲಾದ ಭದೇರ್ವಾ–ಚಂಬಾ ಮಾರ್ಗದಲ್ಲಿ ಆಳವಾದ ಕಣಿವೆಗೆ ಉರುಳಿ ಭೀಕರ ಅಪಘಾತ ಸಂಭವಿಸಿದೆ. — [884, 848, 1250, 875]
highcourt-article — [456, 1550, 964, 2082]
masthead-title-black: ವಾರ್ತೆ — [663, 80, 746, 122]
army-body: ಅಪಘಾತಕ್ಕೀಡಾದಾಗ, ಕ್ರಮವಾಗಿ 10 ಸೈನಿಕರು ಸಾವನ್ನಪ್ಪಿದರು, 11 ಯೋಧರು ಗಾಯಗೊಂಡಿದ್ದಾರೆ. ಒಟ್ಟು 21 ಸೈನಿಕರು ಪ್ರಯಾಣಿಸುತ್ತಿದ್ದ ವಾಹನವೊಂದು ರಸ್ತೆಯಿಂದ ಜಾರಿ ಕಣಿವೆಗೆ ಉರುಳಿದ ಪರಿಣಾಮ 10 ಸೈನಿಕರು ಸಾವನ್ನಪ್ಪಿದರು ಮತ್ತು 11 ಮಂದಿ ಗಂಭೀರವಾಗಿ ಗಾಯಗೊಂಡಿದ್ದಾರೆ. ಗಾಯಾಳುಗಳನ್ನು ಇದೀಗ ಚಿಕಿತ್ಸೆಗಾಗಿ ಆಸ್ಪತ್ರೆಗೆ ದಾಖಲಿಸಲಾಗಿದೆ. ಸಣ್ಣಪುಟ್ಟ ಗಾಯಗಳಾಗಿರುವ ಯೋಧರಿಗೆ ಭದೇರ್ವಾ ಆಸ್ಪತ್ರೆಯಲ್ಲಿ ಚಿಕಿತ್ಸೆ ನೀಡಲಾಗುತ್ತಿದೆ. ಕಾರು ಕಣಿವೆಗೆ ಬಿದ್ದ ಸ್ಥಳದಲ್ಲಿ ರಕ್ಷಣಾ ಕಾರ್ಯಾಚರಣೆ ನಡೆಸಲು ಸೇನೆ ಮತ್ತು ಸ್ಥಳೀಯ ಆಡಳಿತದ ತಂಡಗಳು ಧಾವಿಸಿವೆ. ದೋಡಾದಿಂದ ಆಂಬ್ಯುಲೆನ್ಸ್‌ಗಳೊಂದಿಗೆ ವೈದ್ಯರು ಮತ್ತು ಅರೆವೈದ್ಯರ ತಂಡವನ್ನು ಕರೆಸಿ ಸ್ಥಳದಲ್ಲಿ ನಿಯೋಜಿಸಲಾಗಿದೆ. ಗಾಯಗೊಂಡ ಸೈನಿಕರ ವೈದ್ಯಕೀಯ ಸೌಲಭ್ಯಗಳಿಗೆ ಸ್ಥಳಾಂತರದ ವ್ಯವಸ್ಥೆಯನ್ನು ಸೇನೆ ನಡೆಸಿದೆ. ಆರೋಗ್ಯ ಕಾರ್ಯಕರ್ತರು ಮತ್ತು ವೈದ್ಯರಿಗೆ ಸಹಾಯ ಮಾಡಲು ಸೂಚಿಸಲಾಗಿದೆ. ಘಟನೆಗೆ ರಕ್ಷಣಾ ಸಚಿವರು ಸಂತಾಪ ಸೂಚಿಸಿದ್ದು, ಮೃತ ಯೋಧರ ಕುಟುಂಬಗಳಿಗೆ ಪರಿಹಾರ ಘೋಷಿಸಲಾಗಿದೆ. — [884, 1115, 1250, 1296]
rajeev-gowda-photo — [618, 1738, 788, 1914]
divider — [25, 1075, 424, 1077]
article-headline: ಯಸ್.. ನಾನು ಸರ್ವಾಧಿಕಾರಿ ವಿನಿವಾಗ — [76, 1088, 373, 1117]
from-page-1-tag: ಪುಟ 1ರಿಂದ — [25, 1426, 80, 1443]
